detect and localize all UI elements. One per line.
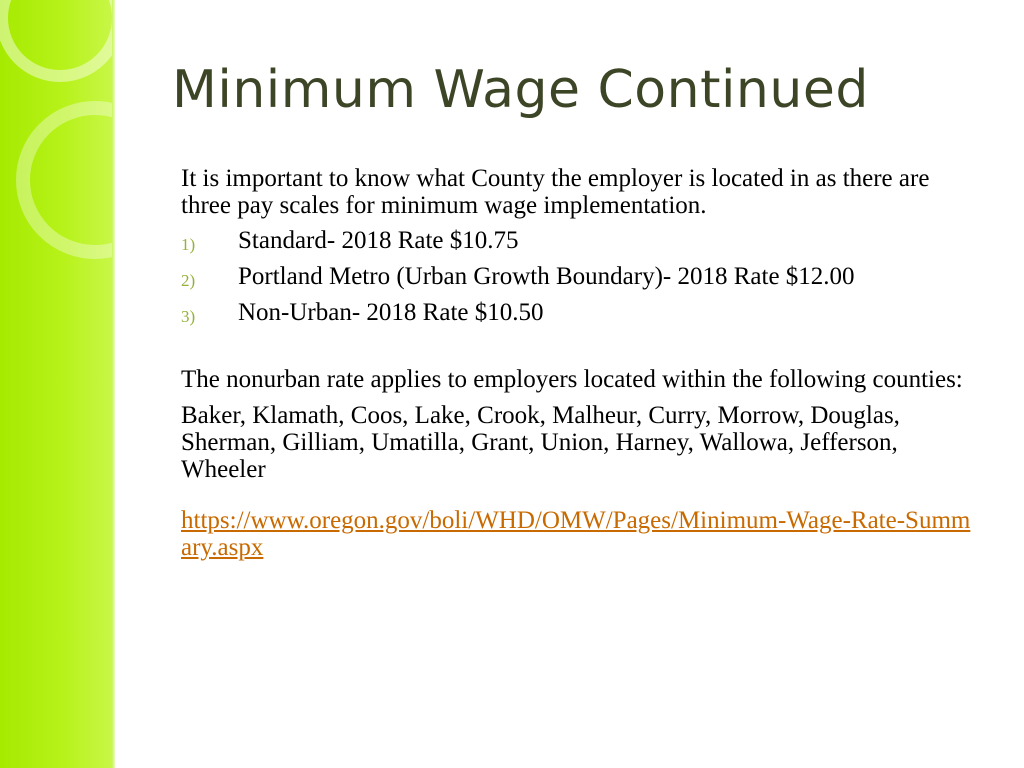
counties-intro-text: The nonurban rate applies to employers located within the following counties: (181, 366, 963, 393)
list-number: 1) (181, 235, 196, 254)
list-number: 3) (181, 307, 196, 326)
slide-content (181, 165, 981, 561)
sidebar-edge (112, 0, 115, 768)
slide-title: Minimum Wage Continued (172, 60, 869, 120)
list-item (181, 299, 981, 326)
list-item-text: Standard- 2018 Rate $10.75 (238, 227, 519, 254)
list-item (181, 263, 981, 290)
intro-text: It is important to know what County the employer is located in as there are three pay scales for minimum wage implementation. (181, 165, 930, 219)
wage-summary-link[interactable]: https://www.oregon.gov/boli/WHD/OMW/Pages/Minimum-Wage-Rate-Summary.aspx (181, 507, 971, 561)
counties-list-text: Baker, Klamath, Coos, Lake, Crook, Malheur, Curry, Morrow, Douglas, Sherman, Gilliam, Umatilla, Grant, Union, Harney, Wallowa, Jefferson, Wheeler (181, 402, 900, 483)
list-item-text: Non-Urban- 2018 Rate $10.50 (238, 299, 544, 326)
sidebar-decoration (0, 0, 115, 768)
list-item-text: Portland Metro (Urban Growth Boundary)- 2018 Rate $12.00 (238, 263, 855, 290)
link-paragraph (181, 507, 981, 561)
list-number: 2) (181, 271, 196, 290)
rates-list (181, 227, 981, 326)
decorative-circles (0, 0, 115, 768)
list-item (181, 227, 981, 254)
